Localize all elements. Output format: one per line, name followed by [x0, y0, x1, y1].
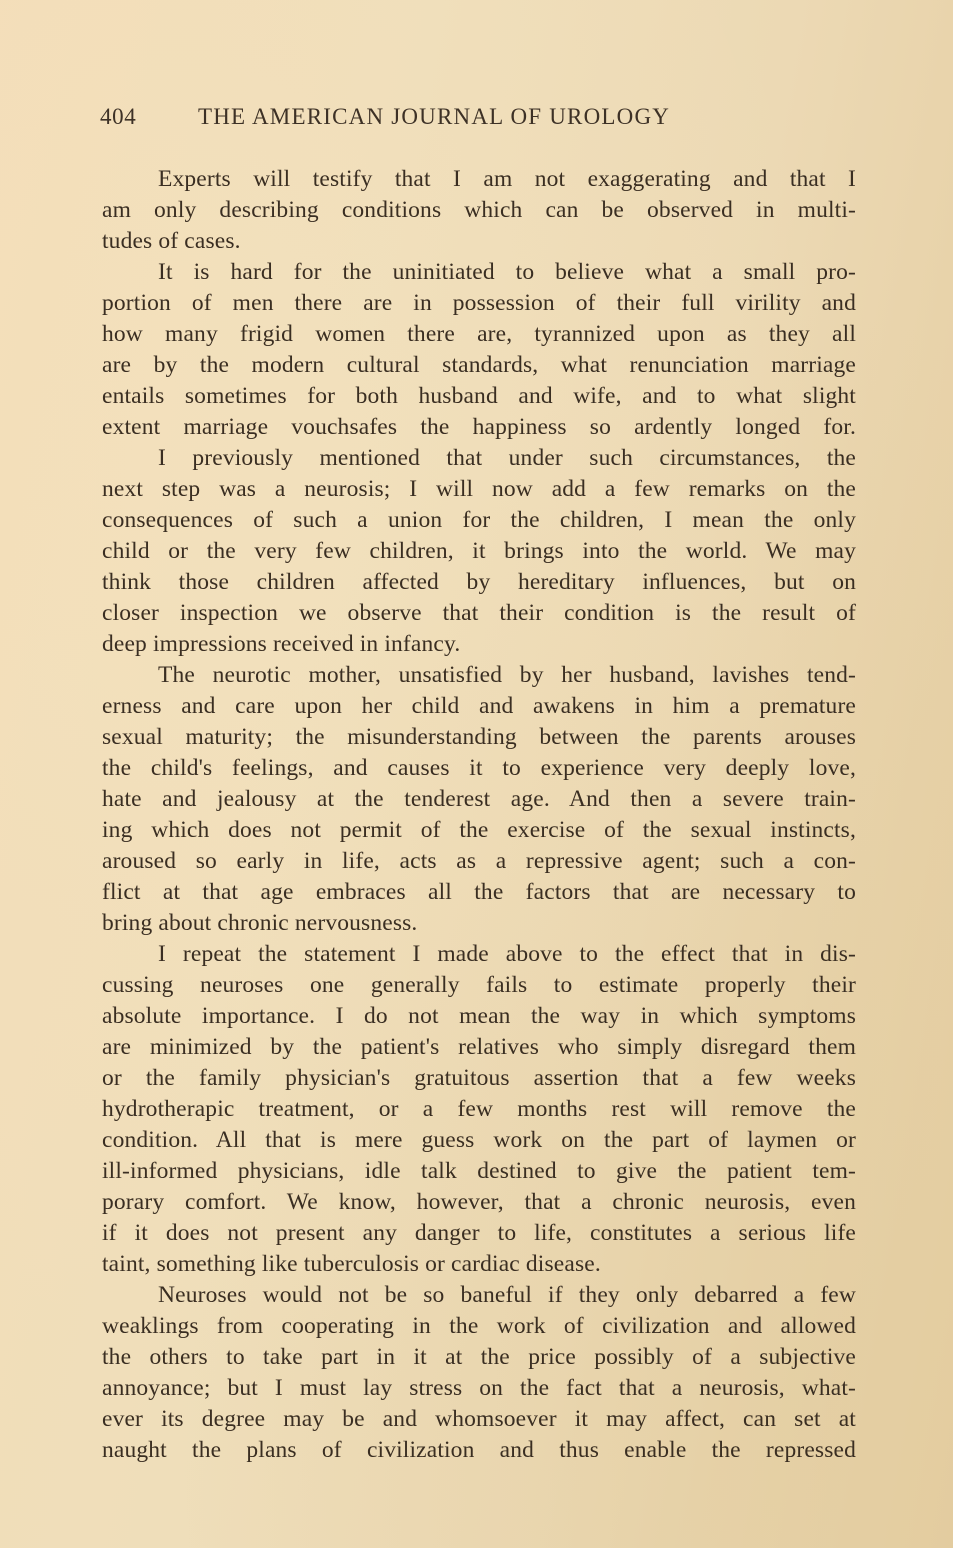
text-line: aroused so early in life, acts as a repressive agent; such a con-	[102, 848, 856, 874]
paragraph-neurosis-children	[102, 443, 856, 660]
text-line: are by the modern cultural standards, what renunciation marriage	[102, 352, 856, 378]
paragraph-uninitiated	[102, 257, 856, 443]
text-line: weaklings from cooperating in the work of civilization and allowed	[102, 1313, 856, 1339]
text-line: condition. All that is mere guess work on the part of laymen or	[102, 1127, 856, 1153]
text-line: next step was a neurosis; I will now add a few remarks on the	[102, 476, 856, 502]
text-line: closer inspection we observe that their condition is the result of	[102, 600, 856, 626]
paragraph-neuroses-baneful	[102, 1280, 856, 1466]
running-head	[100, 100, 860, 136]
text-line: hydrotherapic treatment, or a few months rest will remove the	[102, 1096, 856, 1122]
text-line: ing which does not permit of the exercise of the sexual instincts,	[102, 817, 856, 843]
text-line: deep impressions received in infancy.	[102, 631, 461, 657]
text-line: sexual maturity; the misunderstanding between the parents arouses	[102, 724, 856, 750]
text-line: think those children affected by hereditary influences, but on	[102, 569, 856, 595]
paragraph-repeat-statement	[102, 939, 856, 1280]
text-line: extent marriage vouchsafes the happiness so ardently longed for.	[102, 414, 856, 440]
text-line: Experts will testify that I am not exaggerating and that I	[158, 166, 856, 192]
text-line: child or the very few children, it brings into the world. We may	[102, 538, 856, 564]
text-line: erness and care upon her child and awakens in him a premature	[102, 693, 856, 719]
text-line: portion of men there are in possession of their full virility and	[102, 290, 856, 316]
text-line: if it does not present any danger to life, constitutes a serious life	[102, 1220, 856, 1246]
text-line: It is hard for the uninitiated to believe what a small pro-	[158, 259, 856, 285]
body-text	[102, 164, 856, 1466]
text-line: the others to take part in it at the price possibly of a subjective	[102, 1344, 856, 1370]
text-line: or the family physician's gratuitous assertion that a few weeks	[102, 1065, 856, 1091]
text-line: absolute importance. I do not mean the way in which symptoms	[102, 1003, 856, 1029]
text-line: I repeat the statement I made above to the effect that in dis-	[158, 941, 856, 967]
text-line: bring about chronic nervousness.	[102, 910, 418, 936]
text-line: flict at that age embraces all the factors that are necessary to	[102, 879, 856, 905]
text-line: tudes of cases.	[102, 228, 241, 254]
text-line: I previously mentioned that under such circumstances, the	[158, 445, 856, 471]
text-line: am only describing conditions which can be observed in multi-	[102, 197, 856, 223]
text-line: entails sometimes for both husband and wife, and to what slight	[102, 383, 856, 409]
text-line: The neurotic mother, unsatisfied by her husband, lavishes tend-	[158, 662, 856, 688]
text-line: the child's feelings, and causes it to experience very deeply love,	[102, 755, 856, 781]
paragraph-neurotic-mother	[102, 660, 856, 939]
text-line: cussing neuroses one generally fails to estimate properly their	[102, 972, 856, 998]
text-line: consequences of such a union for the children, I mean the only	[102, 507, 856, 533]
text-line: ever its degree may be and whomsoever it may affect, can set at	[102, 1406, 856, 1432]
text-line: ill-informed physicians, idle talk destined to give the patient tem-	[102, 1158, 856, 1184]
text-line: taint, something like tuberculosis or cardiac disease.	[102, 1251, 601, 1277]
text-line: annoyance; but I must lay stress on the fact that a neurosis, what-	[102, 1375, 856, 1401]
text-line: are minimized by the patient's relatives who simply disregard them	[102, 1034, 856, 1060]
journal-title: THE AMERICAN JOURNAL OF UROLOGY	[198, 104, 671, 129]
text-line: porary comfort. We know, however, that a chronic neurosis, even	[102, 1189, 856, 1215]
page-number: 404	[100, 104, 137, 129]
paragraph-experts	[102, 164, 856, 257]
text-line: naught the plans of civilization and thus enable the repressed	[102, 1437, 856, 1463]
text-line: hate and jealousy at the tenderest age. And then a severe train-	[102, 786, 856, 812]
text-line: how many frigid women there are, tyrannized upon as they all	[102, 321, 856, 347]
text-line: Neuroses would not be so baneful if they only debarred a few	[158, 1282, 856, 1308]
